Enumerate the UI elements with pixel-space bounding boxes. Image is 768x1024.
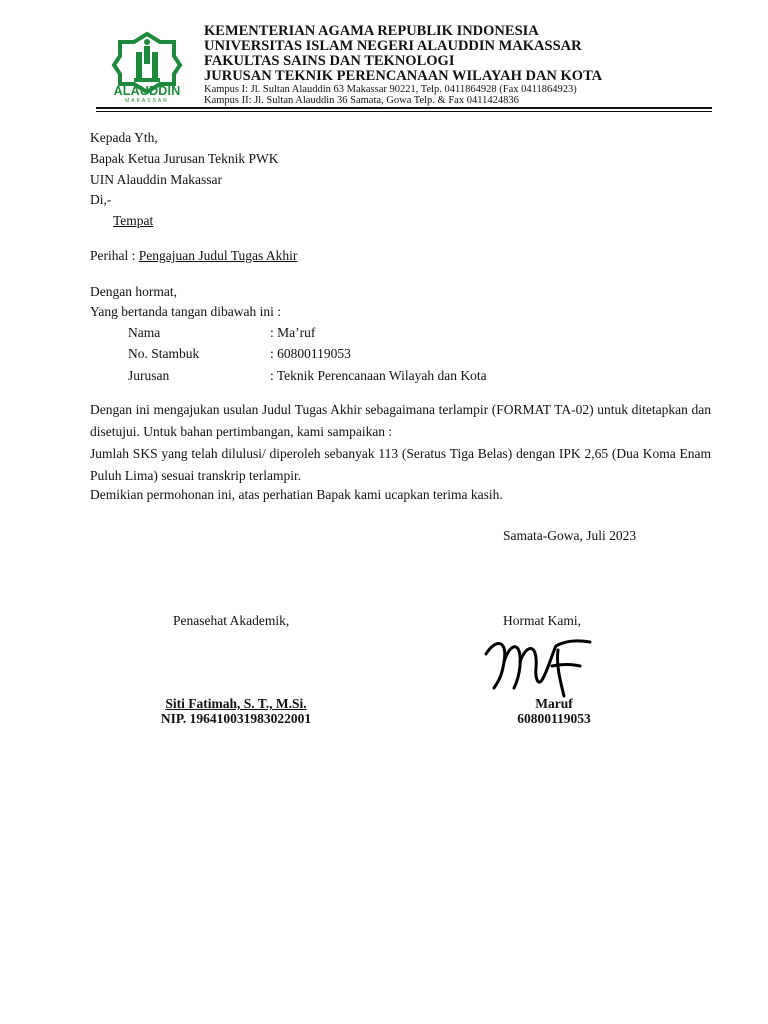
recipient-place: Tempat <box>113 213 154 228</box>
advisor-title: Penasehat Akademik, <box>173 613 290 628</box>
letterhead <box>204 24 602 106</box>
advisor-nip: NIP. 196410031983022001 <box>160 711 312 726</box>
recipient-greeting: Kepada Yth, <box>90 130 158 145</box>
identity-label-stambuk: No. Stambuk <box>128 346 200 361</box>
university-name: UNIVERSITAS ISLAM NEGERI ALAUDDIN MAKASSAR <box>204 38 582 54</box>
recipient-di: Di,- <box>90 192 112 207</box>
letterhead-divider-thin <box>96 111 712 112</box>
intro-line: Yang bertanda tangan dibawah ini : <box>90 304 281 319</box>
handwritten-signature <box>482 632 594 698</box>
letter-date: Samata-Gowa, Juli 2023 <box>503 528 637 543</box>
logo-subtext: MAKASSAR <box>125 98 169 104</box>
identity-value-stambuk: : 60800119053 <box>270 346 351 361</box>
advisor-name-text: Siti Fatimah, S. T., M.Si. <box>165 696 307 711</box>
identity-label-name: Nama <box>128 325 161 340</box>
letterhead-divider <box>96 107 712 109</box>
subject-value: Pengajuan Judul Tugas Akhir <box>138 248 298 263</box>
ministry-name: KEMENTERIAN AGAMA REPUBLIK INDONESIA <box>204 23 539 39</box>
faculty-name: FAKULTAS SAINS DAN TEKNOLOGI <box>204 53 455 69</box>
body-paragraph-3: Demikian permohonan ini, atas perhatian Bapak kami ucapkan terima kasih. <box>90 487 503 502</box>
advisor-name <box>136 696 336 712</box>
student-id: 60800119053 <box>517 711 591 726</box>
department-name: JURUSAN TEKNIK PERENCANAAN WILAYAH DAN KOTA <box>204 68 603 84</box>
student-title: Hormat Kami, <box>503 613 581 628</box>
subject-line <box>90 248 297 264</box>
campus-address-1: Kampus I: Jl. Sultan Alauddin 63 Makassar 90221, Telp. 0411864928 (Fax 0411864923) <box>204 84 577 95</box>
campus-address-2: Kampus II: Jl. Sultan Alauddin 36 Samata, Gowa Telp. & Fax 0411424836 <box>204 95 519 106</box>
body-paragraph-2: Jumlah SKS yang telah dilulusi/ diperoleh sebanyak 113 (Seratus Tiga Belas) dengan IPK 2,65 (Dua Koma Enam Puluh Lima) sesuai transkrip terlampir. <box>90 446 711 483</box>
body-paragraph-1: Dengan ini mengajukan usulan Judul Tugas Akhir sebagaimana terlampir (FORMAT TA-02) untuk ditetapkan dan disetujui. Untuk bahan pertimbangan, kami sampaikan : <box>90 402 711 439</box>
recipient-name: Bapak Ketua Jurusan Teknik PWK <box>90 151 279 166</box>
salutation: Dengan hormat, <box>90 284 177 299</box>
identity-label-jurusan: Jurusan <box>128 368 170 383</box>
logo-text: ALAUDDIN <box>113 84 181 98</box>
recipient-institution: UIN Alauddin Makassar <box>90 172 222 187</box>
subject-label: Perihal : <box>90 248 139 263</box>
identity-value-jurusan: : Teknik Perencanaan Wilayah dan Kota <box>270 368 487 383</box>
student-name: Maruf <box>535 696 573 711</box>
identity-value-name: : Ma’ruf <box>270 325 316 340</box>
